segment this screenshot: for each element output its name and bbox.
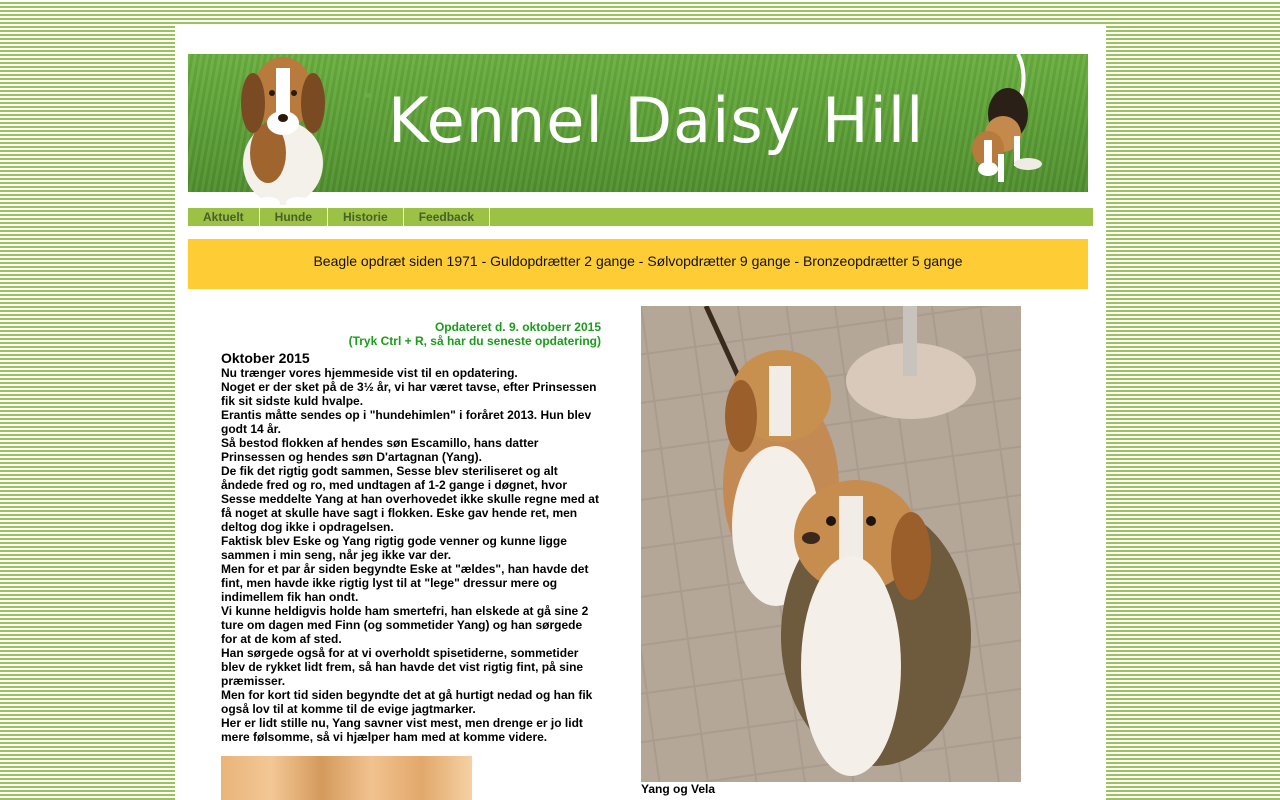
nav-historie[interactable]: Historie: [328, 208, 404, 226]
news-paragraph: Men for kort tid siden begyndte det at gå hurtigt nedad og han fik også lov til at komme til de evige jagtmarker.: [221, 688, 593, 716]
news-paragraph: Faktisk blev Eske og Yang rigtig gode venner og kunne ligge sammen i min seng, når jeg ikke var der.: [221, 534, 567, 562]
refresh-hint: (Tryk Ctrl + R, så har du seneste opdatering): [348, 334, 601, 348]
beagle-puppy-image: [228, 38, 338, 208]
news-paragraph: Noget er der sket på de 3½ år, vi har været tavse, efter Prinsessen fik sit sidste kuld hvalpe.: [221, 380, 597, 408]
updated-notice: Opdateret d. 9. oktoberr 2015: [434, 320, 601, 334]
news-paragraph: Erantis måtte sendes op i "hundehimlen" i foråret 2013. Hun blev godt 14 år.: [221, 408, 592, 436]
news-paragraph: Men for et par år siden begyndte Eske at "ældes", han havde det fint, men havde ikke rigtig lyst til at "lege" dressur mere og indimellem fik han ondt.: [221, 562, 589, 604]
news-paragraph: Vi kunne heldigvis holde ham smertefri, han elskede at gå sine 2 ture om dagen med Finn (og sommetider Yang) og han sørgede for at de kom af sted.: [221, 604, 589, 646]
main-nav: [188, 208, 1093, 226]
page-container: [175, 26, 1106, 800]
nav-feedback[interactable]: Feedback: [404, 208, 490, 226]
news-month-heading: Oktober 2015: [221, 350, 310, 366]
site-title: Kennel Daisy Hill: [388, 84, 925, 157]
news-paragraph: Her er lidt stille nu, Yang savner vist mest, men drenge er jo lidt mere følsomme, så vi hjælper ham med at komme videre.: [221, 716, 583, 744]
news-paragraph: De fik det rigtig godt sammen, Sesse blev steriliseret og alt åndede fred og ro, med undtagen af 1-2 gange i døgnet, hvor Sesse meddelte Yang at han overhovedet ikke skulle regne med at få noget at skulle have sagt i flokken. Eske gav hende ret, men deltog dog ikke i opdragelsen.: [221, 464, 599, 534]
news-paragraph: Så bestod flokken af hendes søn Escamillo, hans datter Prinsessen og hendes søn D'artagnan (Yang).: [221, 436, 539, 464]
nav-hunde[interactable]: Hunde: [260, 208, 328, 226]
news-paragraph: Han sørgede også for at vi overholdt spisetiderne, sommetider blev de rykket lidt frem, så han havde det vist rigtig fint, på sine præmisser.: [221, 646, 584, 688]
header-banner: [188, 54, 1088, 192]
news-photo: [221, 756, 472, 800]
tagline-banner: Beagle opdræt siden 1971 - Guldopdrætter 2 gange - Sølvopdrætter 9 gange - Bronzeopdrætter 5 gange: [188, 239, 1088, 289]
news-paragraph: Nu trænger vores hjemmeside vist til en opdatering.: [221, 366, 518, 380]
photo-caption: Yang og Vela: [641, 782, 716, 796]
beagle-running-image: [958, 44, 1048, 194]
nav-aktuelt[interactable]: Aktuelt: [188, 208, 260, 226]
news-column: [221, 320, 601, 744]
dogs-photo: [641, 306, 1021, 782]
